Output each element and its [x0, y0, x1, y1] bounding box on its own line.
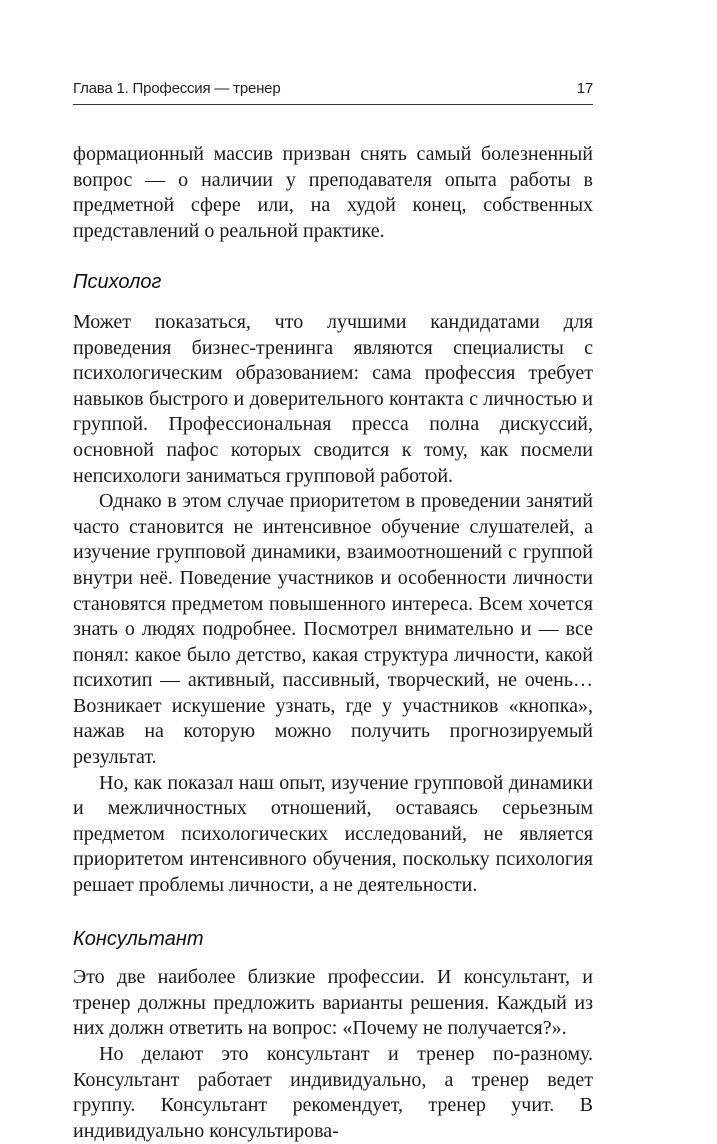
chapter-title: Глава 1. Профессия — тренер: [73, 80, 281, 97]
section-heading-psychologist: Психолог: [73, 271, 162, 294]
intro-paragraph: формационный массив призван снять самый болезненный вопрос — о наличии у преподавателя опыта работы в предметной сфере или, на худой конец, собственных представлений о реальной практике.: [73, 143, 593, 242]
paragraph: Это две наиболее близкие профессии. И консультант, и тренер должны предложить варианты решения. Каждый из них должн ответить на вопрос: «Почему не получается?».: [73, 966, 593, 1040]
section-heading-consultant: Консультант: [73, 927, 204, 950]
paragraph: Однако в этом случае приоритетом в проведении занятий часто становится не интенсивное обучение слушателей, а изучение групповой динамики, взаимоотношений с группой внутри неё. Поведение участников и особенности личности становятся предметом повышенного интереса. Всем хочется знать о людях подробнее. Посмотрел внимательно и — все понял: какое было детство, какая структура личности, какой психотип — активный, пассивный, творческий, не очень… Возникает искушение узнать, где у участников «кнопка», нажав на которую можно получить прогнозируемый результат.: [73, 490, 593, 769]
page-number: 17: [576, 80, 593, 97]
running-head: [73, 78, 593, 105]
paragraph: Но, как показал наш опыт, изучение групповой динамики и межличностных отношений, оставаясь серьезным предметом психологических исследований, не является приоритетом интенсивного обучения, поскольку психология решает проблемы личности, а не деятельности.: [73, 771, 593, 897]
page-body: [73, 142, 593, 1144]
paragraph: Может показаться, что лучшими кандидатами для проведения бизнес-тренинга являются специалисты с психологическим образованием: сама профессия требует навыков быстрого и доверительного контакта с личностью и группой. Профессиональная пресса полна дискуссий, основной пафос которых сводится к тому, как посмели непсихологи заниматься групповой работой.: [73, 310, 593, 487]
paragraph: Но делают это консультант и тренер по-разному. Консультант работает индивидуально, а тренер ведет группу. Консультант рекомендует, тренер учит. В индивидуально консультирова-: [73, 1043, 593, 1142]
